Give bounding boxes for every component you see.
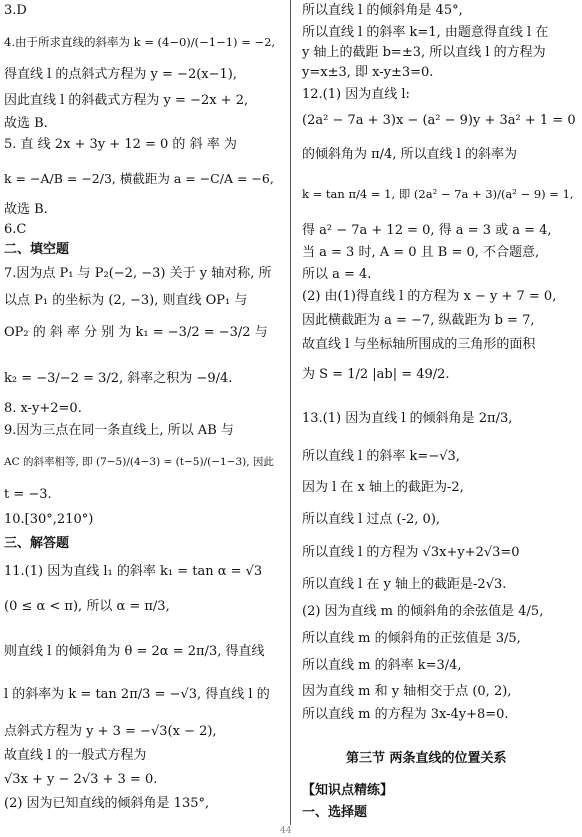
answer-13-part-2-line-1: (2) 因为直线 m 的倾斜角的余弦值是 4/5,: [302, 604, 544, 619]
answer-4-line-2: 得直线 l 的点斜式方程为 y = −2(x−1),: [4, 67, 237, 82]
answer-12-line-4: k = tan π/4 = 1, 即 (2a² − 7a + 3)/(a² − 9) = 1,: [302, 187, 574, 201]
section-heading-solutions: 三、解答题: [4, 536, 70, 551]
answer-12-part-2-line-2: 因此横截距为 a = −7, 纵截距为 b = 7,: [302, 313, 535, 328]
answer-11-part-2-line-3: 所以直线 l 的斜率 k=1, 由题意得直线 l 在: [302, 25, 549, 40]
answer-12-line-5: 得 a² − 7a + 12 = 0, 得 a = 3 或 a = 4,: [302, 223, 552, 238]
answer-7-line-1: 7.因为点 P₁ 与 P₂(−2, −3) 关于 y 轴对称, 所: [4, 266, 272, 281]
answer-5-line-1: 5. 直 线 2x + 3y + 12 = 0 的 斜 率 为: [4, 137, 237, 152]
answer-10: 10.[30°,210°): [4, 512, 94, 527]
left-column: [0, 0, 283, 837]
answer-11-part-2: (2) 因为已知直线的倾斜角是 135°,: [4, 796, 210, 811]
answer-6: 6.C: [4, 222, 27, 237]
answer-11-line-6: 故直线 l 的一般式方程为: [4, 748, 147, 763]
answer-11-line-4: l 的斜率为 k = tan 2π/3 = −√3, 得直线 l 的: [4, 687, 270, 702]
section-heading-fill-in: 二、填空题: [4, 242, 70, 257]
answer-11-part-2-line-4: y 轴上的截距 b=±3, 所以直线 l 的方程为: [302, 45, 546, 60]
answer-11-part-2-line-2: 所以直线 l 的倾斜角是 45°,: [302, 3, 463, 18]
section-title: 第三节 两条直线的位置关系: [346, 751, 507, 766]
answer-8: 8. x-y+2=0.: [4, 401, 82, 416]
answer-5-line-2: k = −A/B = −2/3, 横截距为 a = −C/A = −6,: [4, 171, 274, 186]
answer-4-line-1: 4.由于所求直线的斜率为 k = (4−0)/(−1−1) = −2,: [4, 35, 276, 49]
answer-12-part-2-line-3: 故直线 l 与坐标轴所围成的三角形的面积: [302, 337, 536, 352]
answer-11-line-3: 则直线 l 的倾斜角为 θ = 2α = 2π/3, 得直线: [4, 644, 265, 659]
answer-13-line-1: 13.(1) 因为直线 l 的倾斜角是 2π/3,: [302, 411, 513, 426]
answer-9-line-1: 9.因为三点在同一条直线上, 所以 AB 与: [4, 423, 234, 438]
answer-11-line-2: (0 ≤ α < π), 所以 α = π/3,: [4, 599, 170, 614]
answer-5-choice: 故选 B.: [4, 202, 48, 217]
column-divider: [290, 0, 291, 825]
answer-12-line-1: 12.(1) 因为直线 l:: [302, 87, 410, 102]
answer-11-part-2-line-5: y=x±3, 即 x-y±3=0.: [302, 65, 434, 80]
answer-12-line-6: 当 a = 3 时, A = 0 且 B = 0, 不合题意,: [302, 245, 540, 260]
answer-11-line-1: 11.(1) 因为直线 l₁ 的斜率 k₁ = tan α = √3: [4, 564, 263, 579]
answer-13-line-6: 所以直线 l 在 y 轴上的截距是-2√3.: [302, 577, 507, 592]
multiple-choice-heading: 一、选择题: [302, 805, 368, 820]
answer-12-part-2-line-1: (2) 由(1)得直线 l 的方程为 x − y + 7 = 0,: [302, 289, 557, 304]
answer-13-line-4: 所以直线 l 过点 (-2, 0),: [302, 512, 441, 527]
answer-13-line-5: 所以直线 l 的方程为 √3x+y+2√3=0: [302, 545, 520, 560]
answer-9-line-2: AC 的斜率相等, 即 (7−5)/(4−3) = (t−5)/(−1−3), 因此: [4, 456, 274, 468]
answer-13-line-3: 因为 l 在 x 轴上的截距为-2,: [302, 480, 464, 495]
answer-11-line-7: √3x + y − 2√3 + 3 = 0.: [4, 772, 158, 787]
answer-9-line-3: t = −3.: [4, 487, 52, 502]
answer-13-part-2-line-5: 所以直线 m 的方程为 3x-4y+8=0.: [302, 707, 509, 722]
answer-12-line-7: 所以 a = 4.: [302, 267, 372, 282]
answer-4-choice: 故选 B.: [4, 116, 48, 131]
answer-12-line-2: (2a² − 7a + 3)x − (a² − 9)y + 3a² + 1 = 0: [302, 113, 576, 128]
answer-7-line-4: k₂ = −3/−2 = 3/2, 斜率之积为 −9/4.: [4, 371, 233, 386]
answer-4-line-3: 因此直线 l 的斜截式方程为 y = −2x + 2,: [4, 93, 249, 108]
right-column: [300, 0, 582, 837]
page-number: 44: [280, 826, 292, 836]
answer-7-line-2: 以点 P₁ 的坐标为 (2, −3), 则直线 OP₁ 与: [4, 293, 248, 308]
answer-7-line-3: OP₂ 的 斜 率 分 别 为 k₁ = −3/2 = −3/2 与: [4, 325, 268, 340]
answer-13-part-2-line-3: 所以直线 m 的斜率 k=3/4,: [302, 658, 462, 673]
answer-13-part-2-line-4: 因为直线 m 和 y 轴相交于点 (0, 2),: [302, 684, 512, 699]
knowledge-practice-heading: 【知识点精练】: [302, 783, 394, 798]
answer-12-part-2-line-4: 为 S = 1/2 |ab| = 49/2.: [302, 367, 450, 382]
answer-13-line-2: 所以直线 l 的斜率 k=−√3,: [302, 449, 460, 464]
answer-11-line-5: 点斜式方程为 y + 3 = −√3(x − 2),: [4, 724, 217, 739]
answer-12-line-3: 的倾斜角为 π/4, 所以直线 l 的斜率为: [302, 147, 518, 162]
answer-3: 3.D: [4, 3, 27, 18]
answer-13-part-2-line-2: 所以直线 m 的倾斜角的正弦值是 3/5,: [302, 631, 521, 646]
